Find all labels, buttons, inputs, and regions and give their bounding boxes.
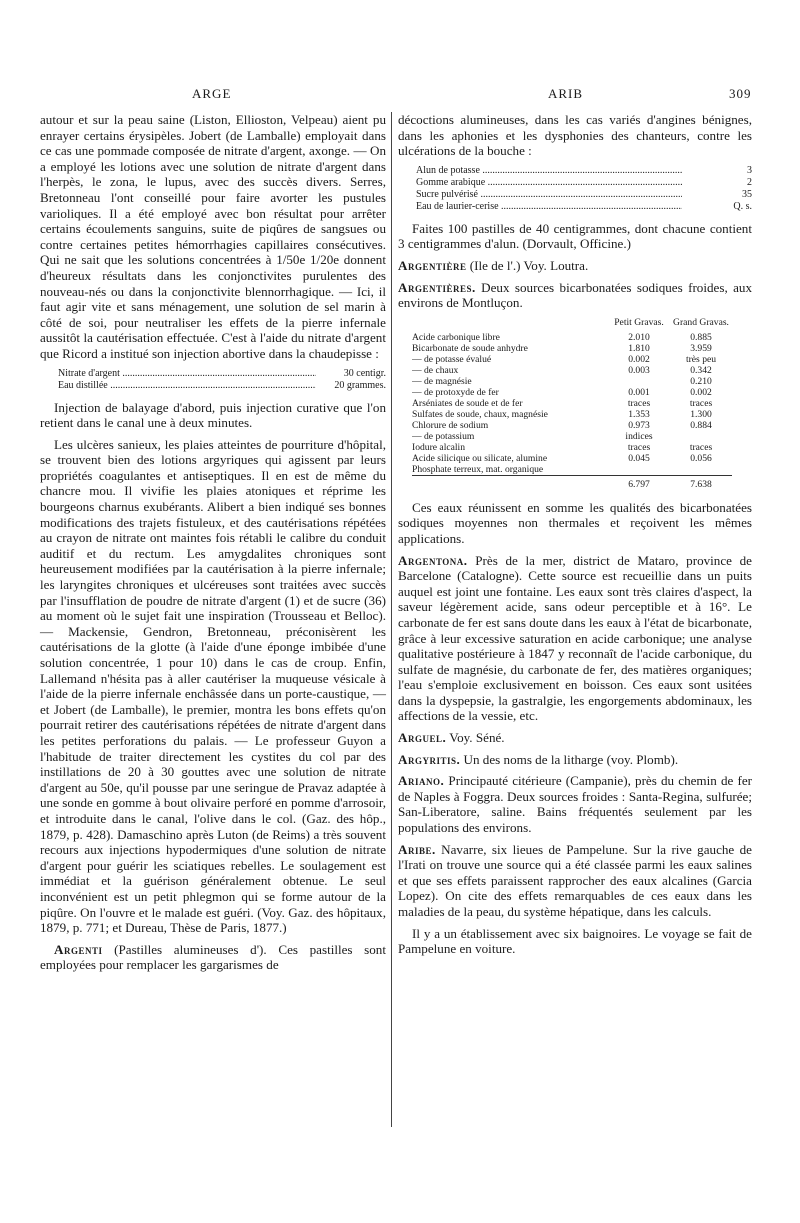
table-cell-substance: Iodure alcalin: [412, 441, 466, 453]
entry-text: (Ile de l'.) Voy. Loutra.: [469, 257, 589, 273]
table-cell-value: 2.010: [628, 331, 650, 343]
entry-argentiere: [398, 258, 752, 274]
table-cell-total: 7.638: [670, 475, 732, 490]
table-row: [412, 409, 732, 420]
table-cell-value: traces: [689, 441, 713, 453]
table-body: [412, 332, 732, 490]
entry-headword: Argentières.: [398, 279, 476, 295]
table-row: [412, 464, 732, 476]
table-cell-value: [670, 431, 732, 442]
table-cell-value: [670, 464, 732, 476]
entry-text: Principauté citérieure (Campanie), près du chemin de fer de Naples à Foggra. Deux sources froides : Santa-Regina, sulfurée; San-Liberatore, saline. Bains fréquentés seulement par les populations des environs.: [398, 773, 753, 836]
ingredient-quantity: Q. s.: [733, 200, 752, 212]
table-row: [412, 354, 732, 365]
formula-line: [58, 368, 386, 380]
table-row: [412, 365, 732, 376]
ingredient-name: Gomme arabique .....: [416, 177, 682, 189]
ingredient-quantity: 2: [747, 176, 752, 188]
ingredient-name: Sucre pulvérisé .....: [416, 189, 682, 201]
entry-headword: Argenti: [54, 941, 103, 957]
running-header: [0, 86, 800, 106]
entry-argentona: [398, 553, 752, 725]
entry-headword: Aribe.: [398, 841, 436, 857]
table-cell-value: 0.973: [628, 419, 650, 431]
formula-line: [58, 380, 386, 392]
table-cell-substance: Acide carbonique libre: [412, 331, 500, 343]
ingredient-quantity: 35: [742, 188, 752, 200]
table-cell-total: 6.797: [608, 475, 670, 490]
table-cell-total: [412, 475, 608, 490]
paragraph: Il y a un établissement avec six baignoires. Le voyage se fait de Pampelune en voiture.: [398, 925, 752, 957]
paragraph: Les ulcères sanieux, les plaies atteintes de pourriture d'hôpital, se trouvent bien des lotions argyriques qui agissent par leurs propriétés coagulantes et antiseptiques. Il en est de même du chancre mou. Il vivifie les plaies atoniques et réprime les bourgeons charnus exubérants. Alibert a bien indiqué ses bonnes modifications des trajets fistuleux, et des cautérisations répétées au crayon de nitrate ont maintes fois rétabli le calibre du conduit auditif et du rectum. Les amygdalites chroniques sont heureusement modifiées par la cautérisation à la pierre infernale; les laryngites chroniques et ulcéreuses sont traitées avec succès par l'insufflation de poudre de nitrate d'argent (1) et de sucre (36) au moment où le sujet fait une inspiration (Trousseau et Belloc). — Mackensie, Gendron, Bretonneau, préconisèrent les cautérisations de la glotte (à l'aide d'une éponge imbibée d'une solution concentrée, 1 pour 10) dans le cas de croup. Enfin, Lallemand n'hésita pas à aller cautériser la muqueuse vésicale à l'aide de la pierre infernale enchâssée dans un porte-caustique, — et Jobert (de Lamballe), le premier, montra les bons effets qu'on pourrait retirer des cautérisations répétées de nitrate d'argent dans les petites perforations du palais. — Le professeur Guyon a l'habitude de traiter directement les cystites du col par des instillations de 20 à 30 gouttes avec une solution de nitrate d'argent au 50e, qu'il pousse par une seringue de Pravaz adaptée à une sonde en gomme à bout olivaire perforé en pomme d'arrosoir, et introduite dans le canal, l'olive dans le col. (Gaz. des hôp., 1879, p. 428). Damaschino après Luton (de Reims) a très souvent recours aux injections hypodermiques d'une solution de nitrate d'argent pour guérir les sciatiques rebelles. Le soulagement est immédiat et la guérison généralement obtenue. Le seul inconvénient est un petit phlegmon qui se forme autour de la piqûre. On l'ouvre et le malade est guéri. (Voy. Gaz. des hôpitaux, 1879, p. 771; et Dureau, Thèse de Paris, 1877.): [40, 436, 386, 936]
entry-argyritis: [398, 752, 752, 768]
entry-text: Deux sources bicarbonatées sodiques froides, aux environs de Montluçon.: [398, 279, 753, 311]
table-cell-substance: — de magnésie: [412, 375, 472, 387]
entry-arguel: [398, 730, 752, 746]
table-row: [412, 442, 732, 453]
table-row: [412, 431, 732, 442]
paragraph: Faites 100 pastilles de 40 centigrammes, dont chacune contient 3 centigrammes d'alun. (Dorvault, Officine.): [398, 220, 752, 252]
table-cell-value: [608, 376, 670, 387]
table-cell-value: 0.342: [690, 364, 712, 376]
table-cell-value: [608, 464, 670, 476]
entry-argenti: [40, 942, 386, 973]
table-cell-value: traces: [627, 441, 651, 453]
column-header: Grand Gravas.: [673, 316, 729, 328]
entry-headword: Argentona.: [398, 552, 468, 568]
table-cell-value: 0.056: [690, 452, 712, 464]
formula-nitrate: [58, 368, 386, 392]
table-cell-substance: Bicarbonate de soude anhydre: [412, 342, 528, 354]
header-center-word: ARIB: [548, 86, 584, 101]
ingredient-name: Eau distillée .....: [58, 380, 316, 392]
table-row: [412, 332, 732, 343]
table-row: [412, 376, 732, 387]
column-header: Petit Gravas.: [614, 316, 664, 328]
table-total-row: [412, 475, 732, 490]
ingredient-name: Nitrate d'argent .....: [58, 368, 316, 380]
table-row: [412, 387, 732, 398]
table-cell-value: 0.001: [628, 386, 650, 398]
page-number: 309: [729, 86, 752, 101]
table-cell-substance: — de chaux: [412, 364, 459, 376]
table-cell-value: 0.045: [628, 452, 650, 464]
entry-headword: Argentière: [398, 257, 467, 273]
table-cell-substance: Arséniates de soude et de fer: [412, 397, 523, 409]
entry-aribe: [398, 842, 752, 920]
paragraph: décoctions alumineuses, dans les cas variés d'angines bénignes, dans les aphonies et les dysphonies des chanteurs, contre les ulcérations de la bouche :: [398, 112, 752, 159]
column-divider: [391, 112, 392, 1127]
ingredient-quantity: 20 grammes.: [334, 379, 386, 391]
table-cell-substance: Phosphate terreux, mat. organique: [412, 463, 544, 475]
paragraph: Ces eaux réunissent en somme les qualités des bicarbonatées sodiques moyennes non thermales et reçoivent les mêmes applications.: [398, 499, 752, 546]
table-cell-substance: — de protoxyde de fer: [412, 386, 499, 398]
table-cell-value: 0.210: [690, 375, 712, 387]
table-row: [412, 420, 732, 431]
table-cell-value: 1.810: [628, 342, 650, 354]
table-cell-value: 0.002: [628, 353, 650, 365]
table-cell-value: 0.002: [690, 386, 712, 398]
entry-text: Un des noms de la litharge (voy. Plomb).: [463, 751, 679, 767]
table-cell-substance: — de potassium: [412, 430, 475, 442]
entry-text: Navarre, six lieues de Pampelune. Sur la rive gauche de l'Irati on trouve une source qui a été classée parmi les eaux salines et que ses effets paraissent rapprocher des eaux alcalines (Garcia Lopez). On cite des effets remarquables de ces eaux dans les maladies de la peau, du système hépatique, dans les calculs.: [398, 841, 752, 919]
entry-headword: Argyritis.: [398, 751, 461, 767]
table-cell-value: 0.003: [628, 364, 650, 376]
entry-text: Voy. Séné.: [449, 730, 505, 746]
entry-text: (Pastilles alumineuses d'). Ces pastilles sont employées pour remplacer les gargarismes de: [40, 941, 386, 973]
paragraph: Injection de balayage d'abord, puis injection curative que l'on retient dans le canal une à deux minutes.: [40, 399, 386, 431]
table-cell-value: 1.300: [690, 408, 712, 420]
ingredient-quantity: 30 centigr.: [343, 367, 386, 379]
entry-headword: Arguel.: [398, 730, 447, 746]
ingredient-quantity: 3: [747, 164, 752, 176]
table-cell-value: traces: [627, 397, 651, 409]
ingredient-name: Eau de laurier-cerise .....: [416, 201, 682, 213]
formula-line: [416, 165, 752, 177]
table-header-row: [412, 317, 732, 332]
table-cell-substance: Sulfates de soude, chaux, magnésie: [412, 408, 548, 420]
formula-line: [416, 201, 752, 213]
table-cell-value: traces: [689, 397, 713, 409]
table-row: [412, 343, 732, 354]
table-cell-substance: Acide silicique ou silicate, alumine: [412, 452, 548, 464]
entry-headword: Ariano.: [398, 773, 445, 789]
column-header: [412, 317, 608, 332]
paragraph: autour et sur la peau saine (Liston, Ellioston, Velpeau) aient pu enrayer certains érysipèles. Jobert (de Lamballe) employait dans ce cas une pommade composée de nitrate d'argent, axonge. — On a employé les lotions avec une solution de nitrate d'argent dans l'herpès, le zona, le lupus, avec des succès divers. Serres, Bretonneau l'ont conseillé pour faire avorter les pustules varioliques. Il a été employé avec bon résultat pour arrêter certains écoulements sanguins, suite de piqûres de sangsues ou contre certaines petites hémorrhagies capillaires consécutives. Qui ne sait que les solutions concentrées à 1/50e 1/20e donnent d'heureux résultats dans les conjonctivites purulentes des nouveau-nés ou dans la conjonctivite blennorrhagique. — Ici, il faut agir vite et sans ménagement, une solution de sel marin à côté de soi, pour neutraliser les effets de la pierre infernale aussitôt la cautérisation effectuée. C'est à l'aide du nitrate d'argent que Ricord a institué son injection abortive dans la chaudepisse :: [40, 112, 386, 361]
right-column: [398, 112, 752, 963]
table-row: [412, 453, 732, 464]
table-cell-value: indices: [625, 430, 653, 442]
entry-text: Près de la mer, district de Mataro, province de Barcelone (Catalogne). Cette source est recueillie dans un puits auquel est joint une fontaine. Les eaux sont très claires d'aspect, la saveur légèrement acide, sans odeur perceptible et à 16°. Le carbonate de fer est sans doute dans les eaux à l'état de bicarbonate, grâce à leur excessive saturation en acide carbonique; une analyse qualitative postérieure à 1847 y reconnaît de l'acide carbonique, du sulfate de magnésie, du carbonate de fer, des matières organiques; l'eau s'emploie exclusivement en boisson. Ces eaux sont usitées dans la dyspepsie, la gastralgie, les engorgements abdominaux, les affections de la vessie, etc.: [398, 552, 752, 724]
entry-argentieres: [398, 280, 752, 311]
table-cell-value: 0.884: [690, 419, 712, 431]
formula-line: [416, 177, 752, 189]
table-cell-value: 0.885: [690, 331, 712, 343]
formula-line: [416, 189, 752, 201]
table-row: [412, 398, 732, 409]
table-cell-value: 3.959: [690, 342, 712, 354]
table-cell-value: très peu: [685, 353, 717, 365]
table-cell-substance: — de potasse évalué: [412, 353, 492, 365]
formula-pastilles: [416, 165, 752, 213]
entry-ariano: [398, 773, 752, 835]
table-cell-value: 1.353: [628, 408, 650, 420]
left-column: [40, 112, 386, 979]
table-cell-substance: Chlorure de sodium: [412, 419, 489, 431]
mineral-analysis-table: [412, 317, 732, 490]
ingredient-name: Alun de potasse .....: [416, 165, 682, 177]
header-left-word: ARGE: [192, 86, 232, 101]
